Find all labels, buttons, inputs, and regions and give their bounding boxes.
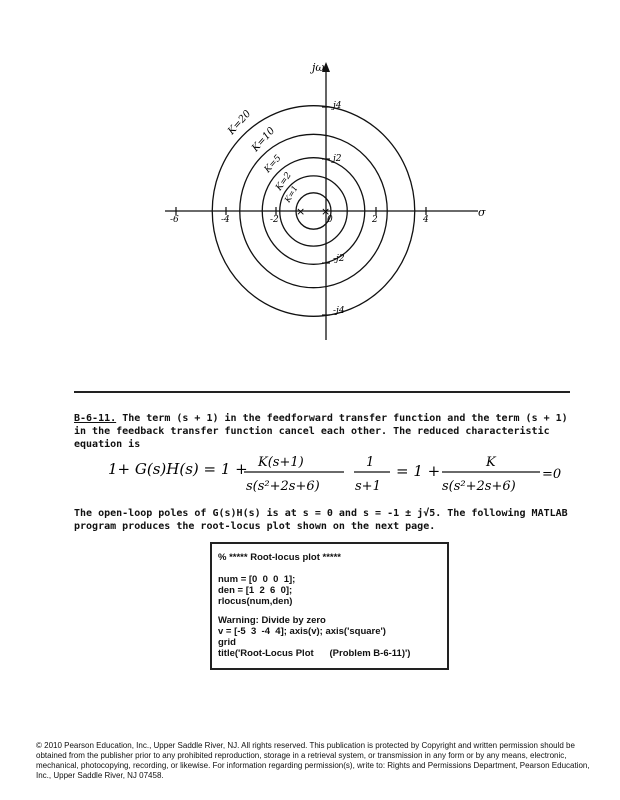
code-line: grid [218,637,236,648]
eq-frac3-den: s(s²+2s+6) [442,479,516,494]
root-locus-plot [0,0,620,380]
problem-text: The term (s + 1) in the feedforward transfer function and the term (s + 1) in the feedback transfer function cancel each other. The reduced characteristic equation is [74,413,568,450]
eq-frac2-num: 1 [366,455,375,470]
pole-marker: × [296,205,306,218]
x-tick-label: -4 [221,215,230,225]
gain-label-k20: K=20 [226,108,254,138]
poles-paragraph: The open-loop poles of G(s)H(s) is at s = 0 and s = -1 ± j√5. The following MATLAB program produces the root-locus plot shown on the next page. [74,508,568,532]
x-tick-label: -2 [270,215,279,225]
code-line: v = [-5 3 -4 4]; axis(v); axis('square') [218,626,386,637]
divider-line [74,391,570,393]
x-tick-label: 4 [423,215,429,225]
y-tick-label: -j4 [333,306,345,316]
eq-mid: = 1 + [396,462,441,480]
x-tick-label: 2 [372,215,378,225]
code-comment: % ***** Root-locus plot ***** [218,552,341,563]
origin-label: 0 [327,215,333,225]
problem-paragraph [74,412,574,451]
gain-label-k5: K=5 [262,153,284,176]
pole-marker: × [321,205,331,218]
eq-rhs: =0 [542,467,562,482]
gain-label-k2: K=2 [274,170,294,193]
axis-label-sigma: σ [478,206,486,219]
y-tick-label: -j2 [333,254,345,264]
problem-label: B-6-11. [74,413,117,424]
gain-label-k1: K=1 [282,184,300,204]
code-line: title('Root-Locus Plot (Problem B-6-11)') [218,648,411,659]
code-line: den = [1 2 6 0]; [218,585,293,596]
gain-label-k10: K=10 [250,125,278,155]
x-tick-label: -6 [170,215,179,225]
y-tick-label: j4 [333,101,342,111]
y-tick-label: j2 [333,154,342,164]
eq-frac3-num: K [486,455,496,470]
code-line: rlocus(num,den) [218,596,293,607]
axis-label-jw: jω [312,61,325,74]
eq-frac2-den: s+1 [355,479,381,494]
characteristic-equation [108,448,578,498]
eq-frac1-den: s(s²+2s+6) [246,479,320,494]
code-warning: Warning: Divide by zero [218,615,326,626]
eq-frac1-num: K(s+1) [258,455,304,470]
code-line: num = [0 0 0 1]; [218,574,296,585]
copyright-footer: © 2010 Pearson Education, Inc., Upper Saddle River, NJ. All rights reserved. This publication is protected by Copyright and written permission should be obtained from the publisher prior to any prohibited reproduction, storage in a retrieval system, or transmission in any form or by any means, electronic, mechanical, photocopying, recording, or likewise. For information regarding permission(s), write to: Rights and Permissions Department, Pearson Education, Inc., Upper Saddle River, NJ 07458. [36,741,590,780]
eq-lhs: 1+ G(s)H(s) = 1 + [108,460,248,478]
